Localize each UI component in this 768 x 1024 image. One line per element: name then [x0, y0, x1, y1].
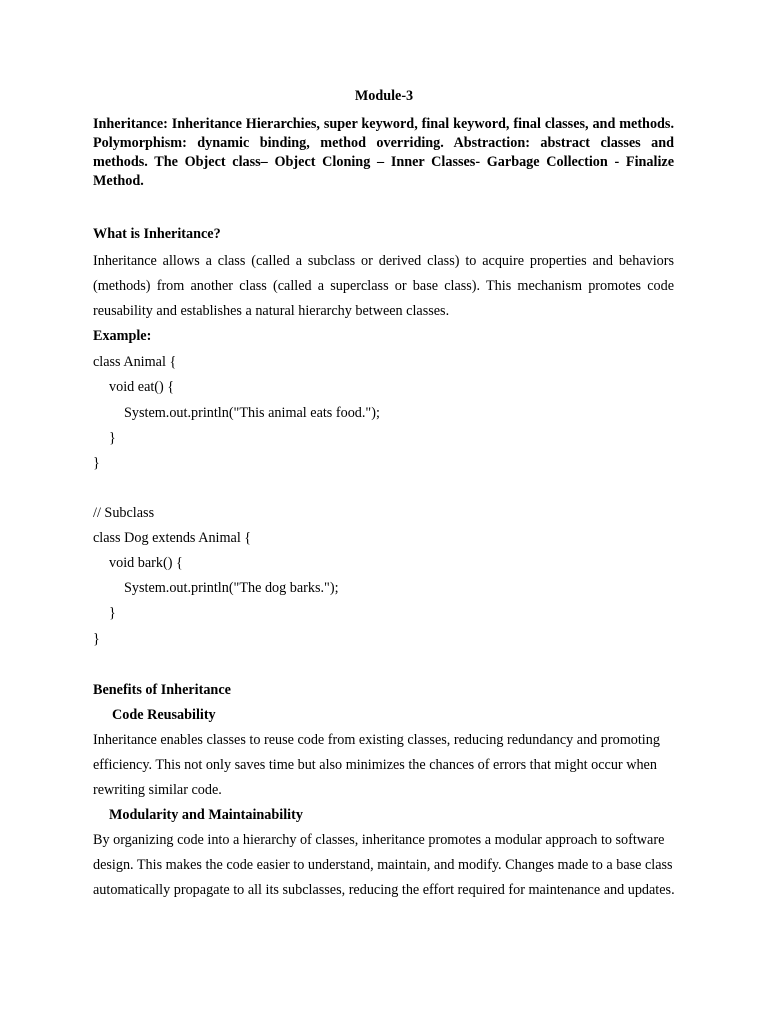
code-line: }: [93, 455, 100, 471]
code-line: System.out.println("The dog barks.");: [124, 580, 339, 596]
code-line: System.out.println("This animal eats food.");: [124, 405, 380, 421]
module-syllabus: Inheritance: Inheritance Hierarchies, super keyword, final keyword, final classes, and methods. Polymorphism: dynamic binding, method overriding. Abstraction: abstract classes and methods. The Object class– Object Cloning – Inner Classes- Garbage Collection - Finalize Method.: [93, 116, 674, 189]
what-is-inheritance-heading: What is Inheritance?: [93, 226, 221, 242]
code-line: }: [93, 631, 100, 647]
modularity-heading: Modularity and Maintainability: [109, 807, 303, 823]
code-line: void eat() {: [109, 379, 175, 395]
code-reusability-heading: Code Reusability: [112, 707, 216, 723]
page-title: Module-3: [354, 88, 414, 104]
modularity-paragraph: By organizing code into a hierarchy of classes, inheritance promotes a modular approach to software design. This makes the code easier to understand, maintain, and modify. Changes made to a base class automatically propagate to all its subclasses, reducing the effort required for maintenance and updates.: [93, 832, 675, 898]
code-line: class Animal {: [93, 354, 177, 370]
code-line: void bark() {: [109, 555, 183, 571]
code-line: }: [109, 430, 116, 446]
example-heading: Example:: [93, 328, 152, 344]
code-reusability-paragraph: Inheritance enables classes to reuse code from existing classes, reducing redundancy and promoting efficiency. This not only saves time but also minimizes the chances of errors that might occur when rewriting similar code.: [93, 732, 660, 798]
code-comment: // Subclass: [93, 505, 155, 521]
what-is-inheritance-paragraph: Inheritance allows a class (called a subclass or derived class) to acquire properties and behaviors (methods) from another class (called a superclass or base class). This mechanism promotes code reusability and establishes a natural hierarchy between classes.: [93, 253, 674, 319]
code-line: }: [109, 605, 116, 621]
benefits-heading: Benefits of Inheritance: [93, 682, 231, 698]
code-line: class Dog extends Animal {: [93, 530, 252, 546]
